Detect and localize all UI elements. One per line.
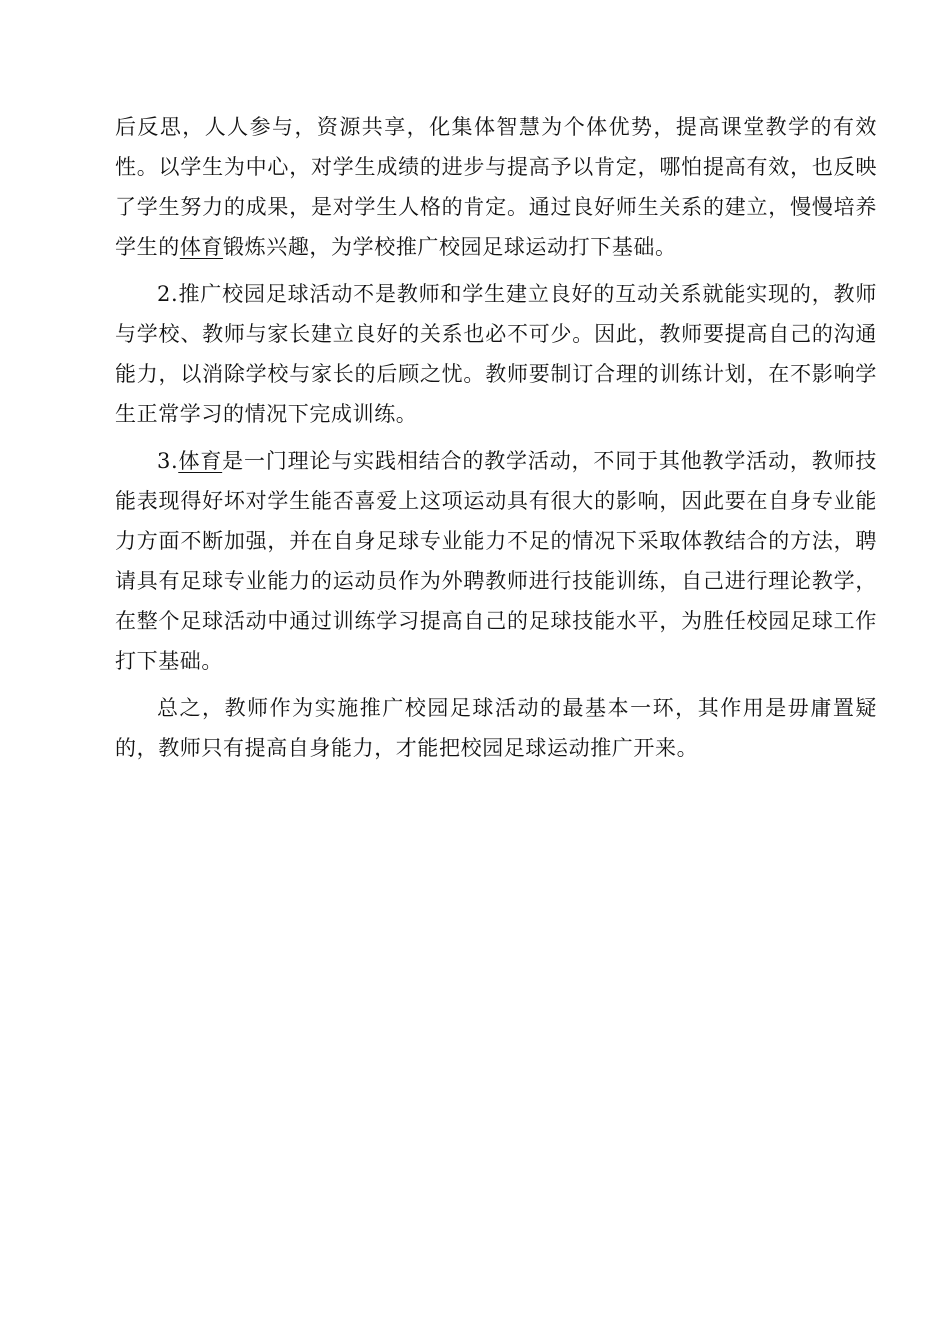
paragraph-1 (115, 107, 877, 267)
paragraph-2 (115, 274, 877, 434)
tiyu-link[interactable]: 体育 (178, 449, 223, 473)
document-body (115, 107, 877, 775)
paragraph-3-text: 是一门理论与实践相结合的教学活动，不同于其他教学活动，教师技能表现得好坏对学生能否喜爱上这项运动具有很大的影响，因此要在自身专业能力方面不断加强，并在自身足球专业能力不足的情况下采取体教结合的方法，聘请具有足球专业能力的运动员作为外聘教师进行技能训练，自己进行理论教学，在整个足球活动中通过训练学习提高自己的足球技能水平，为胜任校园足球工作打下基础。 (115, 449, 878, 673)
paragraph-3-number: 3. (157, 449, 179, 473)
paragraph-1-text-a: 后反思，人人参与，资源共享，化集体智慧为个体优势，提高课堂教学的有效性。以学生为中心，对学生成绩的进步与提高予以肯定，哪怕提高有效，也反映了学生努力的成果，是对学生人格的肯定。通过良好师生关系的建立，慢慢培养学生的 (115, 115, 877, 259)
paragraph-1-text-b: 锻炼兴趣，为学校推广校园足球运动打下基础。 (223, 235, 677, 259)
paragraph-4-text: 总之，教师作为实施推广校园足球活动的最基本一环，其作用是毋庸置疑的，教师只有提高自身能力，才能把校园足球运动推广开来。 (115, 696, 877, 760)
paragraph-4 (115, 688, 877, 768)
paragraph-2-text: 2.推广校园足球活动不是教师和学生建立良好的互动关系就能实现的，教师与学校、教师与家长建立良好的关系也必不可少。因此，教师要提高自己的沟通能力，以消除学校与家长的后顾之忧。教师要制订合理的训练计划，在不影响学生正常学习的情况下完成训练。 (115, 282, 877, 426)
paragraph-3 (115, 441, 877, 681)
tiyu-link[interactable]: 体育 (179, 235, 224, 259)
